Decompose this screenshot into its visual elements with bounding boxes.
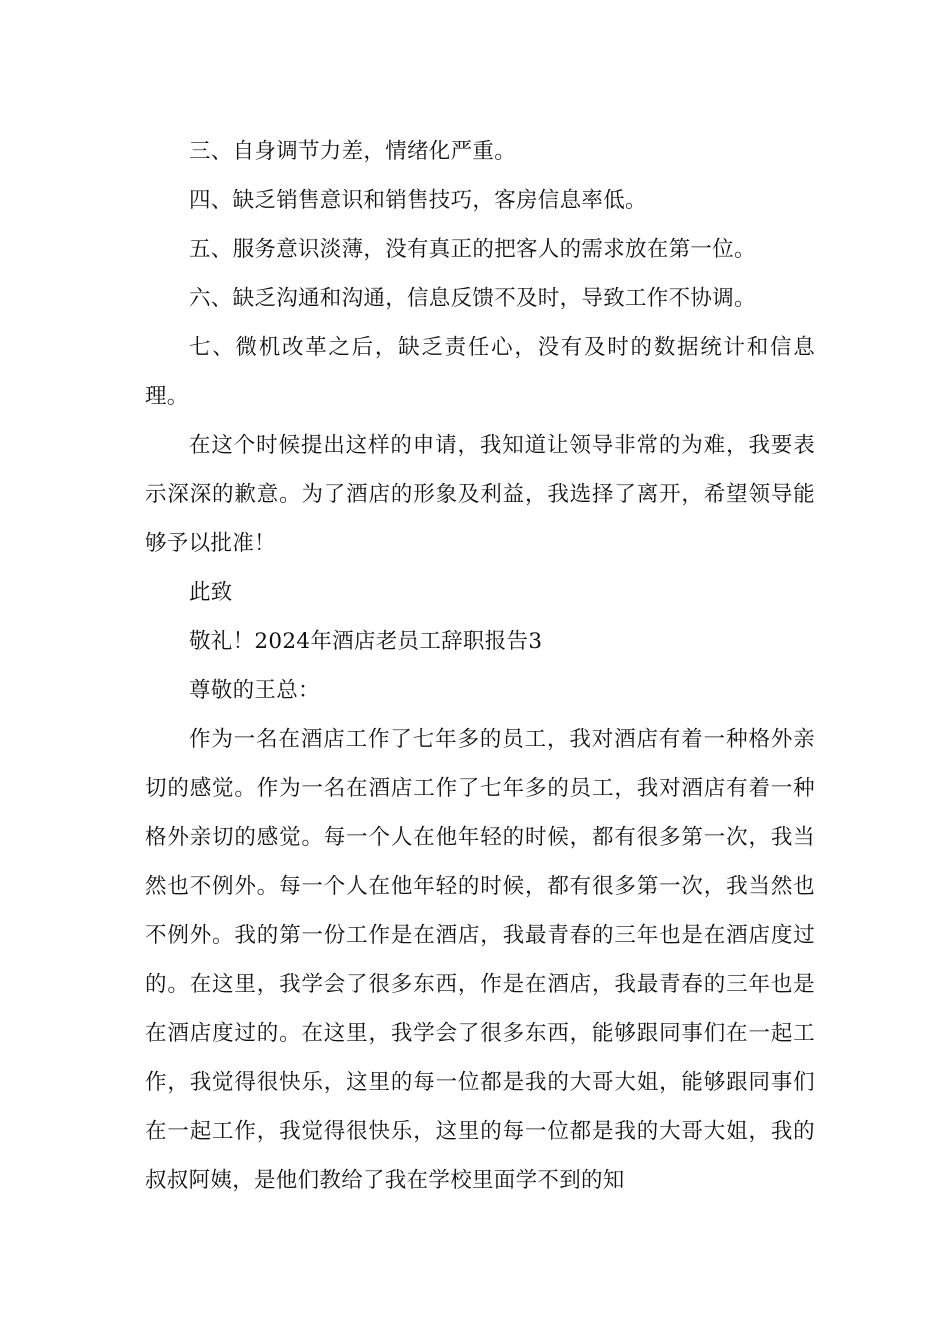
greeting-line: 尊敬的王总： xyxy=(189,678,320,703)
apology-paragraph: 在这个时候提出这样的申请，我知道让领导非常的为难，我要表示深深的歉意。为了酒店的形象及利益，我选择了离开，希望领导能够予以批准！ xyxy=(145,433,815,556)
paragraph-item-4: 四、缺乏销售意识和销售技巧，客房信息率低。 xyxy=(189,188,647,213)
closing-line: 此致 xyxy=(189,580,233,605)
paragraph-item-5: 五、服务意识淡薄，没有真正的把客人的需求放在第一位。 xyxy=(189,237,756,262)
paragraph-item-6: 六、缺乏沟通和沟通，信息反馈不及时，导致工作不协调。 xyxy=(189,286,756,311)
body-paragraph: 作为一名在酒店工作了七年多的员工，我对酒店有着一种格外亲切的感觉。作为一名在酒店工作了七年多的员工，我对酒店有着一种格外亲切的感觉。每一个人在他年轻的时候，都有很多第一次，我当然也不例外。每一个人在他年轻的时候，都有很多第一次，我当然也不例外。我的第一份工作是在酒店，我最青春的三年也是在酒店度过的。在这里，我学会了很多东西，作是在酒店，我最青春的三年也是在酒店度过的。在这里，我学会了很多东西，能够跟同事们在一起工作，我觉得很快乐，这里的每一位都是我的大哥大姐，能够跟同事们在一起工作，我觉得很快乐，这里的每一位都是我的大哥大姐，我的叔叔阿姨，是他们教给了我在学校里面学不到的知 xyxy=(145,727,815,1193)
paragraph-item-3: 三、自身调节力差，情绪化严重。 xyxy=(189,139,517,164)
document-body xyxy=(145,127,815,1205)
salutation-and-report-title: 敬礼！2024年酒店老员工辞职报告3 xyxy=(189,629,543,654)
paragraph-item-7: 七、微机改革之后，缺乏责任心，没有及时的数据统计和信息理。 xyxy=(145,335,815,409)
